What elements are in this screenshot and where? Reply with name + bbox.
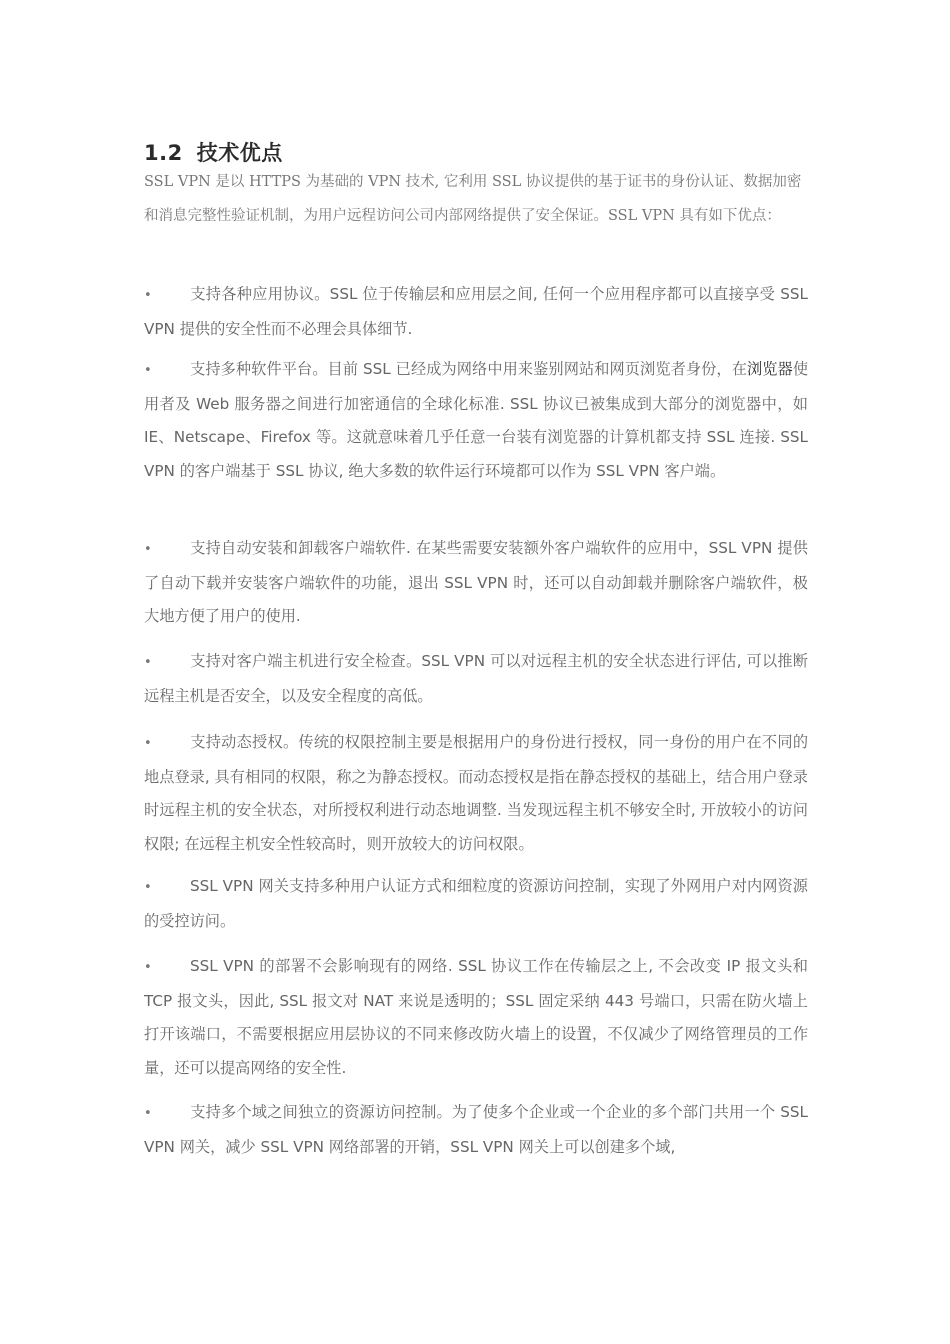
list-item [144, 726, 808, 861]
list-item-text: 支持动态授权。传统的权限控制主要是根据用户的身份进行授权，同一身份的用户在不同的地点登录, 具有相同的权限，称之为静态授权。而动态授权是指在静态授权的基础上，结合用户登录时远程主机的安全状态，对所授权利进行动态地调整. 当发现远程主机不够安全时, 开放较小的访问权限; 在远程主机安全性较高时，则开放较大的访问权限。 [144, 733, 808, 853]
bullet-icon: • [144, 880, 152, 895]
list-item [144, 278, 808, 346]
bullet-icon: • [144, 655, 152, 670]
bullet-icon: • [144, 736, 152, 751]
list-item [144, 870, 808, 938]
list-item [144, 353, 808, 488]
section-title: 技术优点 [196, 141, 283, 166]
list-item [144, 1096, 808, 1164]
intro-paragraph: SSL VPN 是以 HTTPS 为基础的 VPN 技术, 它利用 SSL 协议提供的基于证书的身份认证、数据加密和消息完整性验证机制，为用户远程访问公司内部网络提供了安全保证。SSL VPN 具有如下优点： [144, 174, 802, 224]
list-item-text: 支持多种软件平台。目前 SSL 已经成为网络中用来鉴别网站和网页浏览者身份，在 [190, 360, 747, 378]
list-item [144, 532, 808, 634]
list-item-text: 支持自动安装和卸载客户端软件. 在某些需要安装额外客户端软件的应用中，SSL VPN 提供了自动下载并安装客户端软件的功能，退出 SSL VPN 时，还可以自动卸载并删除客户端软件，极大地方便了用户的使用. [144, 539, 808, 625]
list-item-text: 支持多个域之间独立的资源访问控制。为了使多个企业或一个企业的多个部门共用一个 SSL VPN 网关，减少 SSL VPN 网络部署的开销，SSL VPN 网关上可以创建多个域, [144, 1103, 808, 1156]
section-heading [144, 137, 283, 167]
list-item [144, 645, 808, 713]
list-item-text: SSL VPN 的部署不会影响现有的网络. SSL 协议工作在传输层之上, 不会改变 IP 报文头和 TCP 报文头，因此, SSL 报文对 NAT 来说是透明的；SSL 固定采纳 443 号端口，只需在防火墙上打开该端口，不需要根据应用层协议的不同来修改防火墙上的设置，不仅减少了网络管理员的工作量，还可以提高网络的安全性. [144, 957, 808, 1077]
list-item [144, 950, 808, 1085]
list-item-text: SSL VPN 网关支持多种用户认证方式和细粒度的资源访问控制，实现了外网用户对内网资源的受控访问。 [144, 877, 808, 930]
list-item-text: 使用者及 Web 服务器之间进行加密通信的全球化标准. SSL 协议已被集成到大部分的浏览器中，如 IE、Netscape、Firefox 等。这就意味着几乎任意一台装有浏览器的计算机都支持 SSL 连接. SSL VPN 的客户端基于 SSL 协议, 绝大多数的软件运行环境都可以作为 SSL VPN 客户端。 [144, 360, 808, 480]
section-number: 1.2 [144, 141, 183, 166]
bullet-icon: • [144, 960, 152, 975]
bullet-icon: • [144, 1106, 152, 1121]
bullet-icon: • [144, 542, 152, 557]
list-item-text: 支持各种应用协议。SSL 位于传输层和应用层之间, 任何一个应用程序都可以直接享受 SSL VPN 提供的安全性而不必理会具体细节. [144, 285, 808, 338]
bullet-icon: • [144, 288, 152, 303]
browser-link[interactable]: 浏览器 [746, 360, 793, 378]
list-item-text: 支持对客户端主机进行安全检查。SSL VPN 可以对远程主机的安全状态进行评估, 可以推断远程主机是否安全，以及安全程度的高低。 [144, 652, 808, 705]
bullet-icon: • [144, 363, 152, 378]
